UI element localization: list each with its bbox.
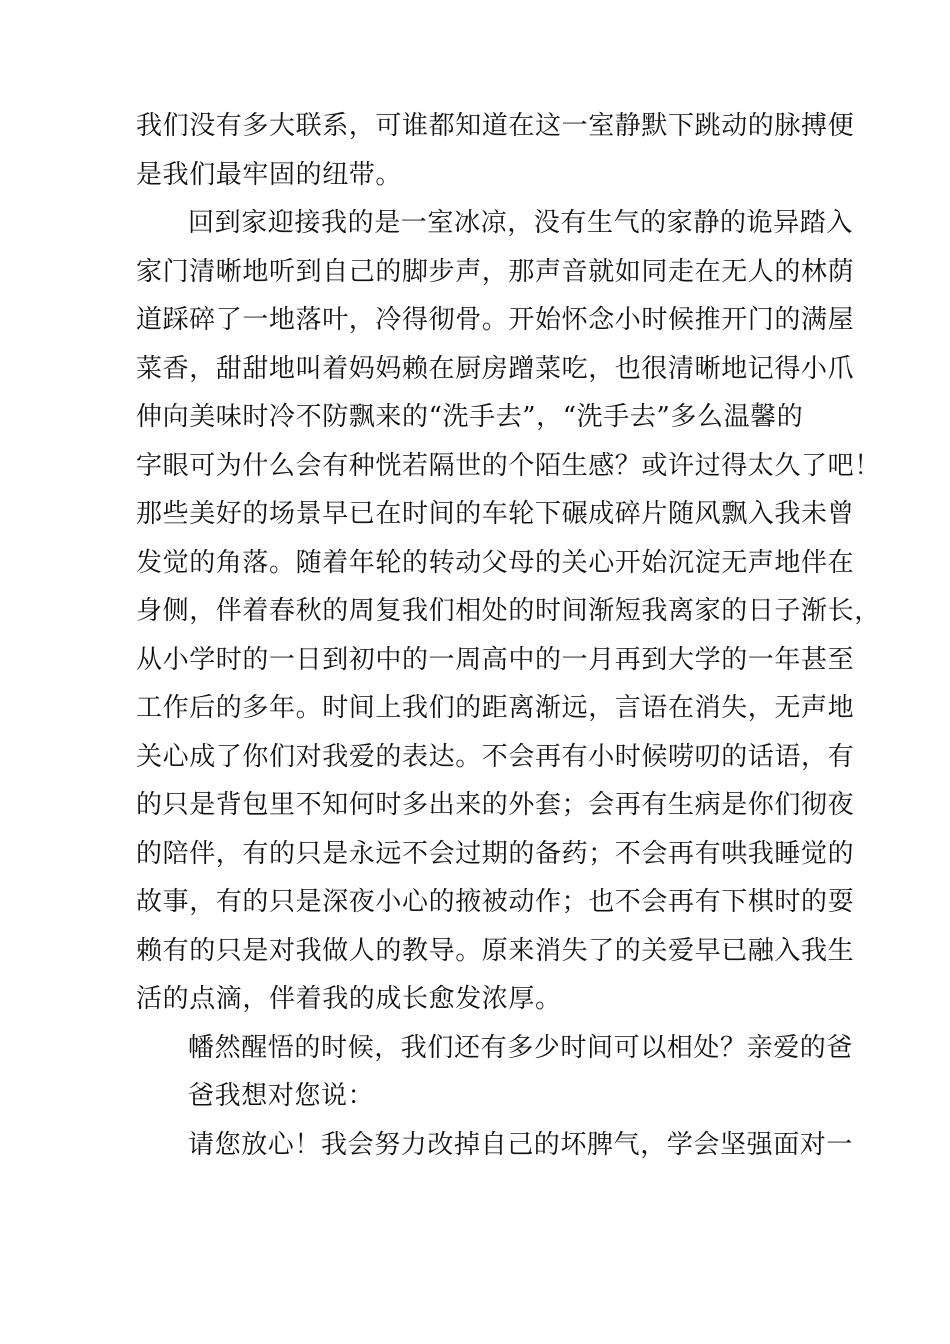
text-line: 的陪伴，有的只是永远不会过期的备药；不会再有哄我睡觉的 [136, 838, 855, 869]
text-line: 关心成了你们对我爱的表达。不会再有小时候唠叨的话语，有 [136, 741, 855, 772]
text-line: 字眼可为什么会有种恍若隔世的个陌生感？或许过得太久了吧！ [136, 450, 881, 481]
text-line: 那些美好的场景早已在时间的车轮下碾成碎片随风飘入我未曾 [136, 499, 855, 529]
text-line: 伸向美味时冷不防飘来的“洗手去”，“洗手去”多么温馨的 [136, 402, 804, 432]
text-line: 我们没有多大联系，可谁都知道在这一室静默下跳动的脉搏便 [136, 111, 855, 141]
text-line: 请您放心！我会努力改掉自己的坏脾气，学会坚强面对一 [188, 1129, 854, 1160]
text-line: 身侧，伴着春秋的周复我们相处的时间渐短我离家的日子渐长， [136, 596, 881, 626]
body-text [136, 102, 881, 1169]
text-line: 故事，有的只是深夜小心的掖被动作；也不会再有下棋时的耍 [136, 887, 855, 917]
text-line: 家门清晰地听到自己的脚步声，那声音就如同走在无人的林荫 [136, 256, 855, 287]
text-line: 菜香，甜甜地叫着妈妈赖在厨房蹭菜吃，也很清晰地记得小爪 [136, 353, 855, 384]
text-line: 的只是背包里不知何时多出来的外套；会再有生病是你们彻夜 [136, 790, 855, 820]
text-line: 道踩碎了一地落叶，冷得彻骨。开始怀念小时候推开门的满屋 [136, 305, 855, 335]
text-line: 回到家迎接我的是一室冰凉，没有生气的家静的诡异踏入 [188, 208, 854, 238]
text-line: 活的点滴，伴着我的成长愈发浓厚。 [136, 984, 562, 1014]
text-line: 从小学时的一日到初中的一周高中的一月再到大学的一年甚至 [136, 644, 855, 675]
text-line: 赖有的只是对我做人的教导。原来消失了的关爱早已融入我生 [136, 935, 855, 966]
text-line: 发觉的角落。随着年轮的转动父母的关心开始沉淀无声地伴在 [136, 547, 855, 578]
text-line: 爸我想对您说： [188, 1081, 375, 1111]
text-line: 幡然醒悟的时候，我们还有多少时间可以相处？亲爱的爸 [188, 1032, 854, 1063]
text-line: 工作后的多年。时间上我们的距离渐远，言语在消失，无声地 [136, 693, 855, 723]
text-line: 是我们最牢固的纽带。 [136, 159, 403, 190]
